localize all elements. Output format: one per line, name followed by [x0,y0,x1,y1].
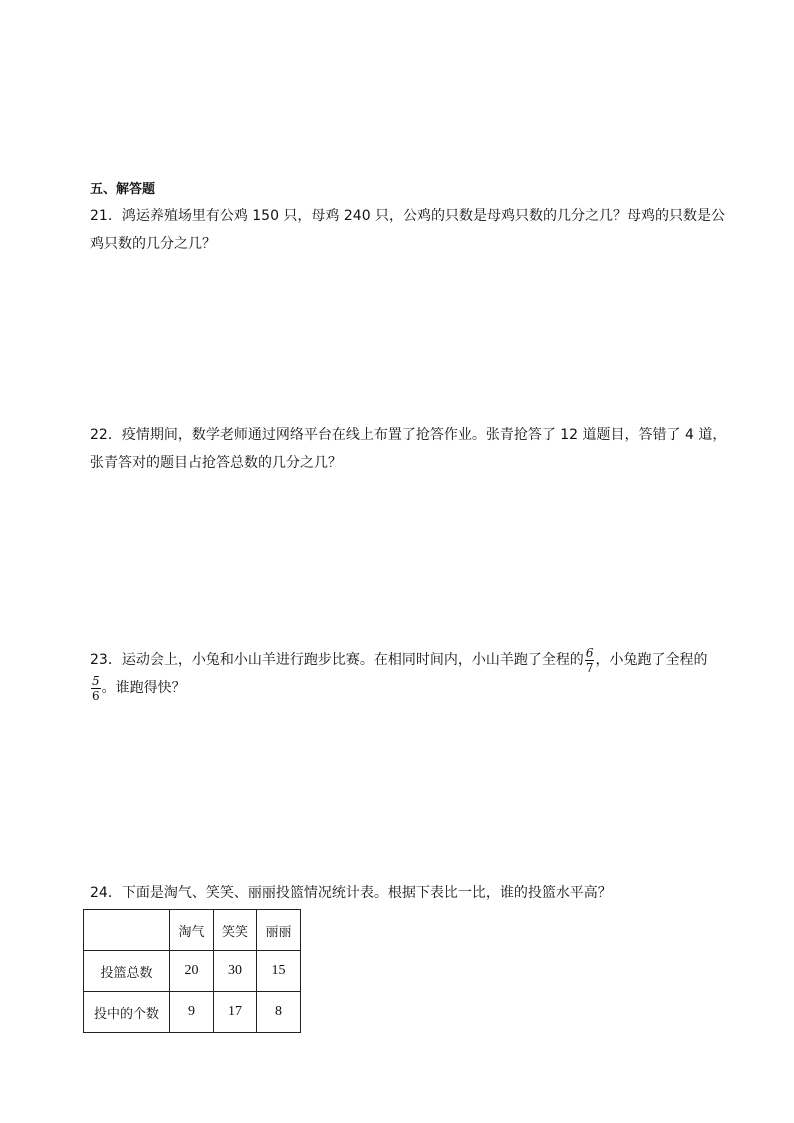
table-cell: 15 [257,951,301,992]
fraction-five-sixths [91,675,101,702]
question-21 [90,202,726,258]
question-23-line-1 [90,646,710,674]
question-23-text-c: 。谁跑得快？ [101,680,186,696]
table-row-label: 投中的个数 [84,992,170,1033]
table-row-label: 投篮总数 [84,951,170,992]
question-23-text-b: ，小兔跑了全程的 [595,652,708,668]
table-cell: 30 [214,951,257,992]
fraction-numerator: 6 [585,645,594,660]
table-cell: 8 [257,992,301,1033]
table-cell: 17 [214,992,257,1033]
question-21-line-1: 21．鸿运养殖场里有公鸡 150 只，母鸡 240 只，公鸡的只数是母鸡只数的几分之几？母鸡的只数是公 [90,208,726,224]
question-22-line-1: 22．疫情期间，数学老师通过网络平台在线上布置了抢答作业。张青抢答了 12 道题目，答错了 4 道， [90,427,727,443]
table-header-cell: 淘气 [170,910,214,951]
table-header-cell: 丽丽 [257,910,301,951]
question-22-line-2: 张青答对的题目占抢答总数的几分之几？ [90,455,342,471]
fraction-denominator: 7 [585,660,594,675]
table-cell: 20 [170,951,214,992]
question-24 [90,879,710,907]
table-row [84,992,301,1033]
table-row [84,951,301,992]
table-cell: 9 [170,992,214,1033]
table-header-row [84,910,301,951]
question-23 [90,646,710,702]
shooting-stats-table [83,909,301,1033]
question-24-text: 24．下面是淘气、笑笑、丽丽投篮情况统计表。根据下表比一比，谁的投篮水平高？ [90,885,612,901]
question-23-text-a: 23．运动会上，小兔和小山羊进行跑步比赛。在相同时间内，小山羊跑了全程的 [90,652,584,668]
table-header-cell [84,910,170,951]
question-23-line-2 [90,674,710,702]
fraction-denominator: 6 [92,688,100,703]
section-title: 五、解答题 [90,182,156,197]
table-header-cell: 笑笑 [214,910,257,951]
question-21-line-2: 鸡只数的几分之几？ [90,236,216,252]
fraction-six-sevenths [585,647,595,674]
question-22 [90,421,727,477]
fraction-numerator: 5 [92,673,100,688]
